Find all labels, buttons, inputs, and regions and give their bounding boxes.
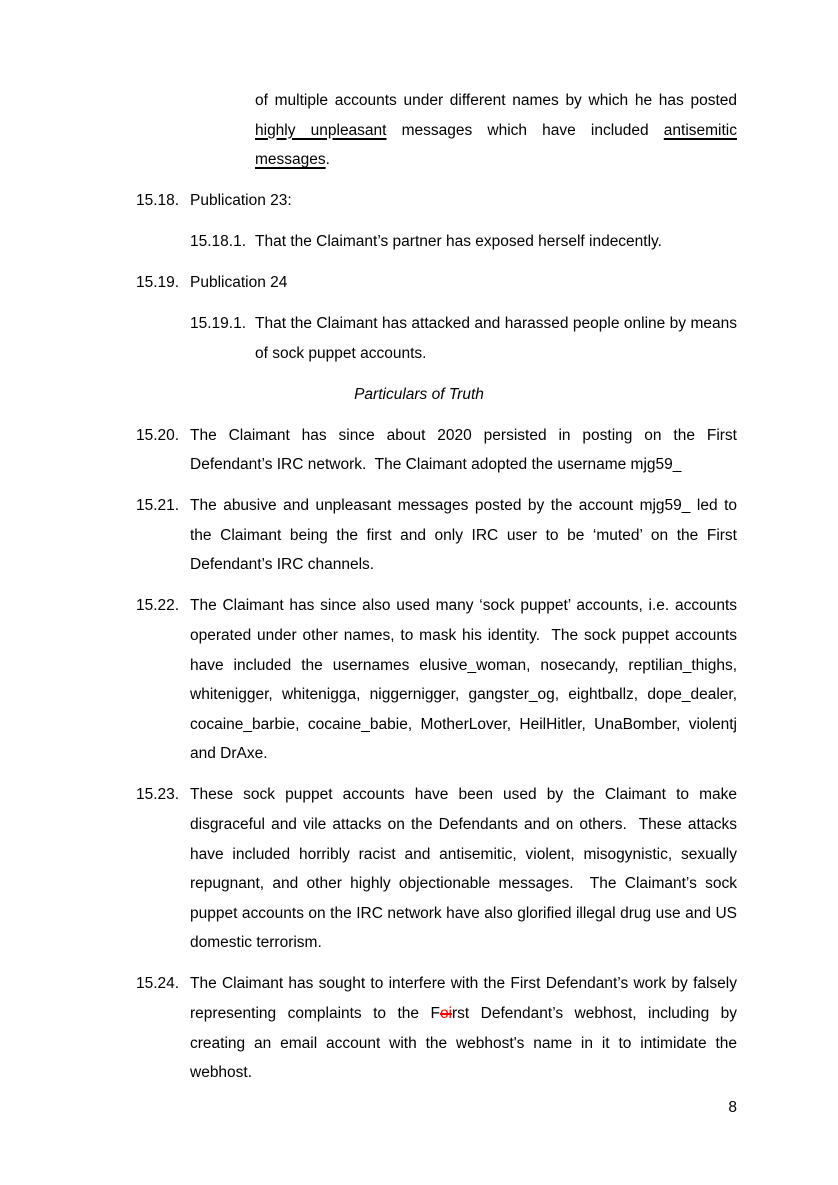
paragraph-15-18-1	[190, 227, 737, 257]
paragraph-text: The abusive and unpleasant messages posted by the account mjg59_ led to the Claimant being the first and only IRC user to be ‘muted’ on the First Defendant’s IRC channels.	[190, 497, 737, 574]
section-heading-particulars-of-truth: Particulars of Truth	[354, 385, 484, 403]
paragraph-text: That the Claimant has attacked and harassed people online by means of sock puppet accounts.	[255, 315, 737, 362]
paragraph-15-19-1	[190, 309, 737, 368]
paragraph-number: 15.18.1.	[190, 233, 247, 251]
paragraph-number: 15.24.	[136, 975, 180, 993]
paragraph-number: 15.19.	[136, 274, 180, 292]
paragraph-continuation	[255, 86, 737, 175]
text-run: The Claimant has sought to interfere with the First Defendant’s work by falsely representing complaints to the F	[190, 975, 737, 1022]
paragraph-text: Publication 23:	[190, 192, 292, 210]
text-run: of multiple accounts under different names by which he has posted	[255, 92, 737, 109]
paragraph-text: The Claimant has since also used many ‘sock puppet’ accounts, i.e. accounts operated under other names, to mask his identity. The sock puppet accounts have included the usernames elusive_woman, nosecandy, reptilian_thighs, whitenigger, whitenigga, niggernigger, gangster_og, eightballz, dope_dealer, cocaine_barbie, cocaine_babie, MotherLover, HeilHitler, UnaBomber, violentj and DrAxe.	[190, 597, 737, 763]
paragraph-number: 15.20.	[136, 426, 180, 444]
paragraph-number: 15.23.	[136, 786, 180, 804]
paragraph-15-19	[136, 268, 737, 298]
text-run: messages which have included	[386, 121, 664, 139]
paragraph-15-18	[136, 186, 737, 216]
text-run: rst Defendant’s webhost, including by creating an email account with the webhost's name in it to intimidate the webhost.	[190, 1004, 737, 1082]
paragraph-15-23	[136, 780, 737, 958]
paragraph-text: The Claimant has since about 2020 persisted in posting on the First Defendant’s IRC network. The Claimant adopted the username mjg59_	[190, 426, 737, 474]
paragraph-text	[190, 969, 737, 1087]
paragraph-text: These sock puppet accounts have been used by the Claimant to make disgraceful and vile attacks on the Defendants and on others. These attacks have included horribly racist and antisemitic, violent, misogynistic, sexually repugnant, and other highly objectionable messages. The Claimant’s sock puppet accounts on the IRC network have also glorified illegal drug use and US domestic terrorism.	[190, 786, 737, 952]
paragraph-number: 15.19.1.	[190, 315, 247, 333]
tracked-deletion-red-strikethrough: oi	[439, 1004, 453, 1022]
paragraph-15-20	[136, 421, 737, 480]
paragraph-text: That the Claimant’s partner has exposed herself indecently.	[255, 233, 662, 251]
underlined-phrase: highly unpleasant	[255, 121, 387, 139]
paragraph-number: 15.22.	[136, 597, 180, 615]
paragraph-number: 15.21.	[136, 497, 180, 515]
page-number: 8	[728, 1099, 737, 1116]
paragraph-15-21	[136, 491, 737, 580]
underlined-phrase: antisemitic messages	[255, 121, 737, 169]
paragraph-15-22	[136, 591, 737, 769]
paragraph-15-24	[136, 969, 737, 1087]
paragraph-text: Publication 24	[190, 274, 288, 292]
paragraph-number: 15.18.	[136, 192, 180, 210]
text-run: .	[325, 151, 330, 169]
